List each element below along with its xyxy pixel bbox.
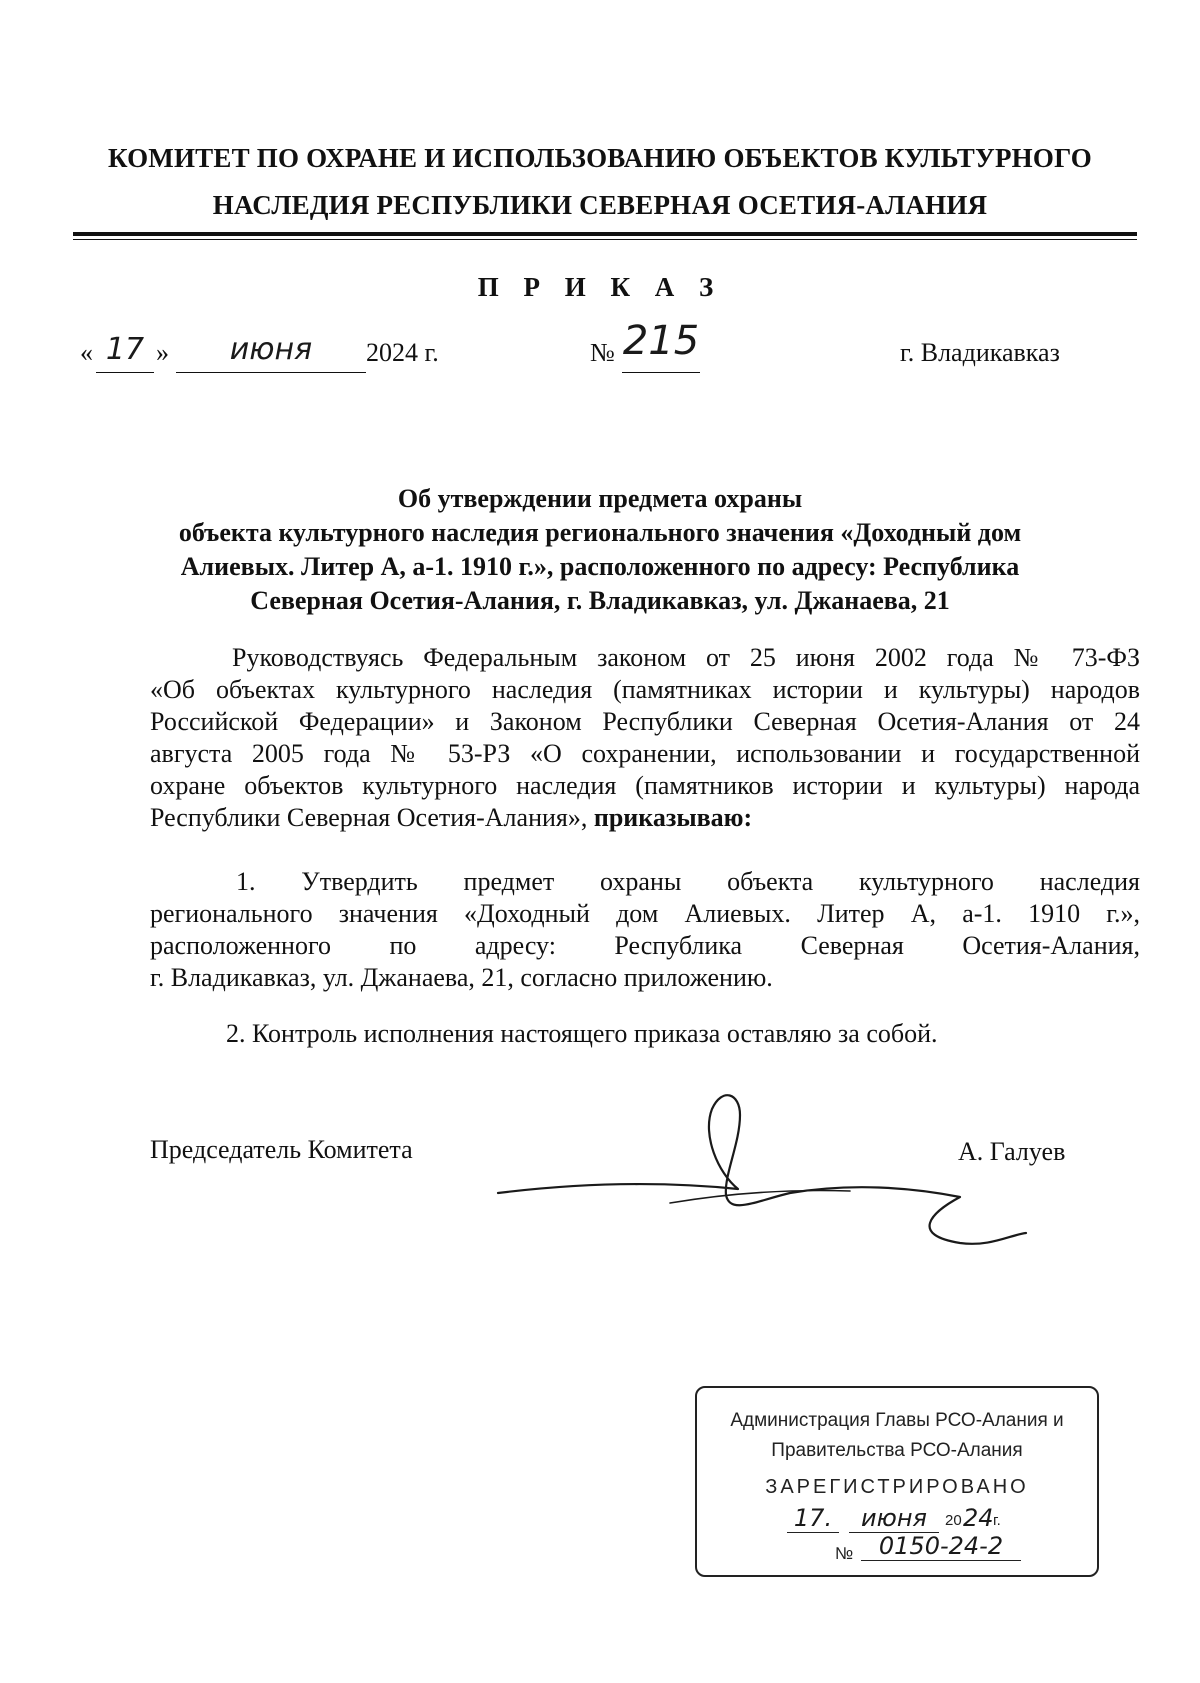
preamble-line: «Об объектах культурного наследия (памятниках истории и культуры) народов (150, 675, 1140, 704)
stamp-number-handwritten: 0150-24-2 (861, 1532, 1021, 1561)
preamble-last-line (150, 802, 1140, 834)
date-year: 2024 г. (366, 338, 439, 367)
item-1-line: расположенного по адресу: Республика Северная Осетия-Алания, (150, 931, 1140, 960)
signatory-position: Председатель Комитета (150, 1135, 413, 1164)
stamp-year-handwritten: 24 (963, 1504, 994, 1532)
preamble-line: августа 2005 года № 53-РЗ «О сохранении, использовании и государственной (150, 739, 1140, 768)
order-title-line-4: Северная Осетия-Алания, г. Владикавказ, ул. Джанаева, 21 (250, 586, 950, 615)
header-rule-thick (73, 232, 1137, 236)
date-quote-close: » (156, 338, 169, 367)
item-1-line: 1. Утвердить предмет охраны объекта культурного наследия (236, 867, 1140, 896)
order-directive: приказываю: (593, 803, 753, 832)
stamp-year-suffix: г. (993, 1512, 1001, 1529)
stamp-year-prefix: 20 (945, 1512, 962, 1529)
stamp-day-handwritten: 17. (787, 1504, 839, 1533)
stamp-registered-label: ЗАРЕГИСТРИРОВАНО (765, 1476, 1029, 1498)
order-heading: П Р И К А З (477, 272, 723, 302)
item-2-paragraph: 2. Контроль исполнения настоящего приказа оставляю за собой. (226, 1019, 938, 1048)
preamble-line: Российской Федерации» и Законом Республики Северная Осетия-Алания от 24 (150, 707, 1140, 736)
committee-name-line-1: КОМИТЕТ ПО ОХРАНЕ И ИСПОЛЬЗОВАНИЮ ОБЪЕКТОВ КУЛЬТУРНОГО (107, 143, 1092, 173)
signatory-name: А. Галуев (958, 1137, 1066, 1166)
date-day-handwritten: 17 (96, 332, 154, 373)
handwritten-signature (490, 1085, 1030, 1265)
item-1-last-line: г. Владикавказ, ул. Джанаева, 21, согласно приложению. (150, 963, 773, 992)
stamp-number-label: № (835, 1544, 854, 1563)
item-1-line: регионального значения «Доходный дом Алиевых. Литер А, а-1. 1910 г.», (150, 899, 1140, 928)
order-city: г. Владикавказ (900, 338, 1060, 367)
order-title-line-3: Алиевых. Литер А, а-1. 1910 г.», расположенного по адресу: Республика (180, 552, 1020, 581)
committee-name-line-2: НАСЛЕДИЯ РЕСПУБЛИКИ СЕВЕРНАЯ ОСЕТИЯ-АЛАНИЯ (212, 190, 988, 220)
preamble-line: охране объектов культурного наследия (памятников истории и культуры) народа (150, 771, 1140, 800)
order-number-label: № (590, 338, 615, 367)
preamble-line: Руководствуясь Федеральным законом от 25 июня 2002 года № 73-ФЗ (232, 643, 1140, 672)
header-rule-thin (73, 239, 1137, 240)
date-quote-open: « (80, 338, 93, 367)
stamp-month-handwritten: июня (849, 1504, 939, 1533)
stamp-line-1: Администрация Главы РСО-Алания и (730, 1410, 1064, 1431)
order-title-line-1: Об утверждении предмета охраны (397, 484, 803, 513)
date-month-handwritten: июня (176, 332, 366, 373)
order-title-line-2: объекта культурного наследия регионального значения «Доходный дом (178, 518, 1022, 547)
registration-stamp (695, 1386, 1099, 1577)
order-number-handwritten: 215 (622, 318, 700, 373)
preamble-last-text: Республики Северная Осетия-Алания», (150, 803, 594, 832)
stamp-line-2: Правительства РСО-Алания (771, 1440, 1023, 1461)
